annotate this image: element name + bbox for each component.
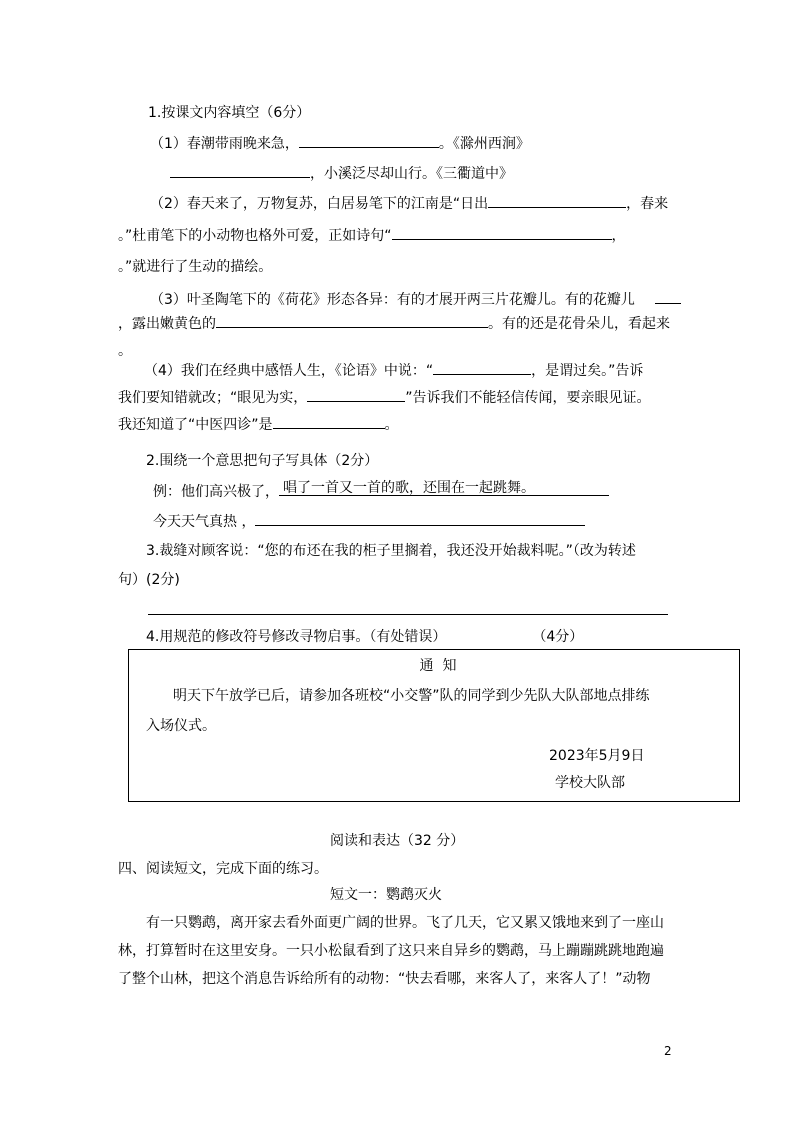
q1-part2-text-a: （2）春天来了，万物复苏，白居易笔下的江南是“日出 bbox=[150, 196, 489, 212]
q1-part1-text-a: （1）春潮带雨晚来急， bbox=[150, 136, 299, 152]
passage-line: 有一只鹦鹉，离开家去看外面更广阔的世界。飞了几天，它又累又饿地来到了一座山 bbox=[146, 915, 664, 931]
notice-body-line1: 明天下午放学已后，请参加各班校“小交警”队的同学到少先队大队部地点排练 bbox=[173, 688, 650, 704]
notice-body-line2: 入场仪式。 bbox=[146, 718, 216, 734]
q1-part4-text-a: （4）我们在经典中感悟人生，《论语》中说：“ bbox=[144, 363, 434, 379]
q3-line1: 3.裁缝对顾客说：“您的布还在我的柜子里搁着，我还没开始裁料呢。”（改为转述 bbox=[146, 543, 636, 559]
q1-part4-text-d: ”告诉我们不能轻信传闻，要亲眼见证。 bbox=[405, 390, 651, 406]
notice-signature: 学校大队部 bbox=[555, 775, 625, 791]
q2-task-prefix: 今天天气真热 ， bbox=[153, 514, 256, 530]
answer-blank[interactable] bbox=[392, 225, 612, 240]
q1-part3-line3: 。 bbox=[118, 343, 132, 359]
notice-heading: 通 知 bbox=[419, 658, 457, 674]
q1-part3-text-c: 。有的还是花骨朵儿，看起来 bbox=[488, 316, 670, 332]
answer-blank[interactable] bbox=[307, 387, 405, 402]
q1-title: 1.按课文内容填空（6分） bbox=[148, 105, 311, 121]
q1-part4-text-b: ，是谓过矣。”告诉 bbox=[531, 363, 644, 379]
q2-example-prefix: 例：他们高兴极了， bbox=[153, 484, 279, 500]
q1-part3-line2 bbox=[118, 313, 670, 333]
q1-part3-text-a: （3）叶圣陶笔下的《荷花》形态各异：有的才展开两三片花瓣儿。有的花瓣儿 bbox=[150, 292, 635, 308]
answer-blank[interactable] bbox=[216, 313, 488, 328]
q1-part2-text-c: 。”杜甫笔下的小动物也格外可爱，正如诗句“ bbox=[118, 228, 392, 244]
q1-part1-line2 bbox=[170, 163, 513, 183]
section-instruction: 四、阅读短文，完成下面的练习。 bbox=[118, 861, 328, 877]
q1-part1-line bbox=[150, 133, 530, 153]
passage-line: 林，打算暂时在这里安身。一只小松鼠看到了这只来自异乡的鹦鹉，马上蹦蹦跳跳地跑遍 bbox=[118, 943, 664, 959]
q2-example-answer: 唱了一首又一首的歌，还围在一起跳舞。 bbox=[283, 480, 535, 496]
passage-line: 了整个山林，把这个消息告诉给所有的动物：“快去看哪，来客人了，来客人了！”动物 bbox=[118, 971, 651, 987]
q1-part4-line1 bbox=[144, 360, 643, 380]
q1-part4-line2 bbox=[118, 387, 651, 407]
q1-part3-text-b: ，露出嫩黄色的 bbox=[118, 316, 216, 332]
q3-line2: 句）(2分) bbox=[118, 572, 180, 588]
q1-part3-line1 bbox=[150, 289, 681, 309]
q2-example-answer-blank bbox=[279, 481, 609, 496]
q1-part1-text-c: ，小溪泛尽却山行。《三衢道中》 bbox=[310, 166, 513, 182]
q4-title: 4.用规范的修改符号修改寻物启事。（有处错误） bbox=[146, 629, 447, 645]
q2-example-line bbox=[153, 481, 609, 501]
passage-title: 短文一：鹦鹉灭火 bbox=[330, 887, 442, 903]
q1-part4-text-f: 。 bbox=[384, 417, 399, 433]
notice-heading-wrap bbox=[129, 656, 739, 676]
q2-title: 2.围绕一个意思把句子写具体（2分） bbox=[146, 453, 379, 469]
q1-part4-line3 bbox=[118, 414, 399, 434]
answer-blank[interactable] bbox=[433, 360, 531, 375]
section-heading: 阅读和表达（32 分） bbox=[330, 833, 465, 849]
q1-part2-line3: 。”就进行了生动的描绘。 bbox=[118, 259, 273, 275]
q1-part4-text-e: 我还知道了“中医四诊”是 bbox=[118, 417, 273, 433]
notice-box bbox=[128, 649, 740, 802]
q1-part2-line2 bbox=[118, 225, 626, 245]
answer-blank[interactable] bbox=[299, 133, 439, 148]
q2-task-line bbox=[153, 511, 585, 531]
q4-title-line bbox=[146, 627, 583, 647]
q1-part4-text-c: 我们要知错就改；“眼见为实， bbox=[118, 390, 308, 406]
answer-blank[interactable] bbox=[170, 163, 310, 178]
answer-blank[interactable] bbox=[273, 414, 385, 429]
q4-score: （4分） bbox=[532, 629, 584, 645]
q1-part2-text-b: ，春来 bbox=[626, 196, 669, 212]
q3-answer-line[interactable] bbox=[148, 614, 668, 615]
answer-blank[interactable] bbox=[488, 193, 626, 208]
answer-blank[interactable] bbox=[255, 511, 585, 526]
q1-part2-text-d: ， bbox=[611, 228, 626, 244]
q1-part2-line1 bbox=[150, 193, 668, 213]
notice-date: 2023年5月9日 bbox=[549, 748, 645, 764]
page-number: 2 bbox=[664, 1044, 672, 1058]
q1-part1-text-b: 。《滁州西涧》 bbox=[438, 136, 530, 152]
answer-blank[interactable] bbox=[655, 289, 681, 304]
